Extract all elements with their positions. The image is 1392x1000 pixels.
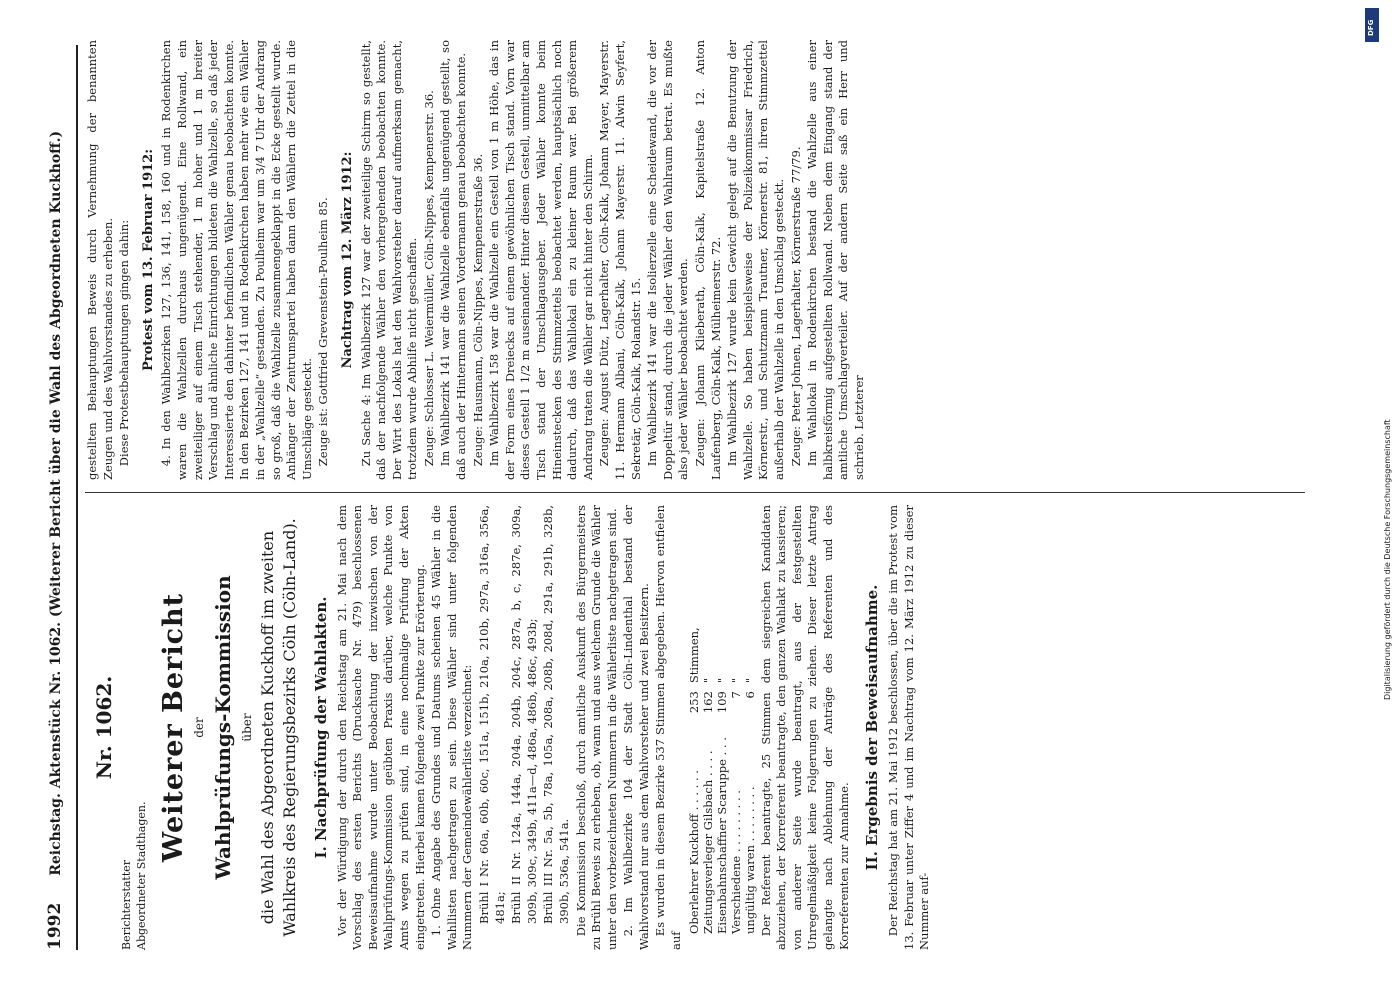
witness-line: Zeuge: Hausmann, Cöln-Nippes, Kempenerstraße 36. xyxy=(470,153,485,467)
column-divider xyxy=(85,492,1305,493)
paragraph: Im Wahlbezirk 158 war die Wahlzelle ein Gestell von 1 m Höhe, das in der Form eines Dreiecks auf einem gewöhnlichen Tisch stand. Vorn war dieses Gestell 1 1/2 m auseinander. Hinter diesem Gestell, unmittelbar am Tisch stand der Umschlagausgeber. Jeder Wähler konnte beim Hineinstecken des Stimmzettels beobachtet werden, hauptsächlich noch dadurch, daß das Wahllokal ein zu kleiner Raum war. Bei größerem Andrang traten die Wähler gar nicht hinter den Schirm. xyxy=(487,40,595,480)
list-item: Brühl II Nr. 124a, 144a, 204a, 204b, 204c, 287a, b, c, 287e, 309a, 309b, 309c, 349b, 411a—d, 486a, 486b, 486c, 493b; xyxy=(509,505,539,924)
paragraph: Der Reichstag hat am 21. Mai 1912 beschlossen, über die im Protest vom 13. Februar unter Ziffer 4 und im Nachtrag vom 12. März 1912 zu dieser Nummer auf- xyxy=(886,505,932,950)
witness-line: Zeuge: Schlosser L. Weiermüller, Cöln-Nippes, Kempenerstr. 36. xyxy=(421,90,436,467)
section-heading-2: II. Ergebnis der Beweisaufnahme. xyxy=(863,584,882,871)
protest-heading: Protest vom 13. Februar 1912: xyxy=(140,148,156,372)
witness-line: Zeugen: Johann Klieberath, Cöln-Kalk, Kapitelstraße 12. Anton Laufenberg, Cöln-Kalk, Mülheimerstr. 72. xyxy=(692,40,723,480)
report-title: Weiterer Bericht xyxy=(157,592,189,863)
vote-count: 253 xyxy=(686,691,701,714)
vote-count: 109 xyxy=(714,691,729,714)
paragraph: Im Wahlbezirk 141 war die Isolierzelle eine Scheidewand, die vor der Doppeltür stand, durch die jeder Wähler den Wahlraum betrat. Es mußte also jeder Wähler beobachtet werden. xyxy=(645,40,691,480)
vote-count: 7 xyxy=(728,691,743,699)
reporter-label: Berichterstatter xyxy=(119,859,133,950)
header-title: Reichstag. Aktenstück Nr. 1062. (Weiterer Bericht über die Wahl des Abgeordneten Kuckhoff.) xyxy=(48,130,64,876)
right-column xyxy=(85,40,1300,480)
paragraph: Im Wahlbezirk 127 wurde kein Gewicht gelegt auf die Benutzung der Wahlzelle. So haben beispielsweise der Polizeikommissar Friedrich, Körnerstr., und Schutzmann Trautner, Körnerstr. 81, ihren Stimmzettel außerhalb der Wahlzelle in den Umschlag gesteckt. xyxy=(725,40,786,480)
section-heading-1: I. Nachprüfung der Wahlakten. xyxy=(311,596,330,859)
vote-count: 162 xyxy=(700,691,715,714)
paragraph: Im Wahlbezirk 141 war die Wahlzelle ebenfalls ungenügend gestellt, so daß auch der Hintermann seinen Vordermann genau beobachten konnte. xyxy=(438,40,469,480)
paragraph: Die Kommission beschloß, durch amtliche Auskunft des Bürgermeisters zu Brühl Beweis zu erheben, ob, wann und aus welchem Grunde die Wähler unter den vorbezeichneten Nummern in die Wählerliste nachgetragen sind. xyxy=(573,505,619,950)
page-number: 1992 xyxy=(45,902,65,950)
table-row xyxy=(687,623,701,938)
vote-unit: " xyxy=(714,677,729,684)
vote-unit: Stimmen, xyxy=(686,627,701,684)
witness-line: Zeugen: August Dütz, Lagerhalter, Cöln-Kalk, Johann Mayer, Mayerstr. 11. Hermann Albani, Cöln-Kalk, Johann Mayerstr. 11. Alwin Seyfert, Sekretär, Cöln-Kalk, Rolandstr. 15. xyxy=(597,40,643,480)
document-number: Nr. 1062. xyxy=(92,675,116,780)
list-item: Brühl I Nr. 60a, 60b, 60c, 151a, 151b, 210a, 210b, 297a, 316a, 356a, 481a; xyxy=(476,505,507,924)
paragraph: 1. Ohne Angabe des Grundes und Datums scheinen 45 Wähler in die Wahllisten nachgetragen zu sein. Diese Wähler sind unter folgenden Nummern der Gemeindewählerliste verzeichnet: xyxy=(429,505,475,950)
paragraph: 2. Im Wahlbezirke 104 der Stadt Cöln-Lindenthal bestand der Wahlvorstand nur aus dem Wahlvorsteher und zwei Beisitzern. xyxy=(621,505,651,950)
vote-unit: " xyxy=(728,677,743,684)
paragraph: Vor der Würdigung der durch den Reichstag am 21. Mai nach dem Vorschlag des ersten Berichts (Drucksache Nr. 479) beschlossenen Beweisaufnahme wurde unter Beobachtung der inzwischen von der Wahlprüfungs-Kommission geübten Praxis darüber, welche Punkte von Amts wegen zu prüfen sind, in eine nochmalige Prüfung der Akten eingetreten. Hierbei kamen folgende zwei Punkte zur Erörterung. xyxy=(334,505,427,950)
candidate-name: ungültig waren . . . . . . . . xyxy=(742,786,757,934)
page-header xyxy=(45,50,73,950)
vote-count: 6 xyxy=(742,691,757,699)
vote-unit: " xyxy=(742,677,757,684)
candidate-name: Verschiedene . . . . . . . . . xyxy=(728,790,743,934)
reporter-name: Abgeordneter Stadthagen. xyxy=(134,801,148,950)
vote-table xyxy=(687,623,757,938)
candidate-name: Zeitungsverleger Gilsbach . . . . xyxy=(700,750,715,934)
table-row xyxy=(743,623,757,938)
dfg-logo xyxy=(1365,8,1379,42)
dfg-logo-text: DFG xyxy=(1367,19,1375,36)
paragraph: Es wurden in diesem Bezirke 537 Stimmen abgegeben. Hiervon entfielen auf xyxy=(653,505,684,950)
witness-line: Zeuge ist: Gottfried Grevenstein-Poulheim 85. xyxy=(316,197,331,467)
list-item: Brühl III Nr. 5a, 5b, 78a, 105a, 208a, 208b, 208d, 291a, 291b, 328b, 390b, 536a, 541a. xyxy=(541,505,571,924)
table-row xyxy=(729,623,743,938)
candidate-name: Oberlehrer Kuckhoff . . . . . . xyxy=(686,770,701,934)
report-title-der: der xyxy=(191,717,206,738)
supplement-heading: Nachtrag vom 12. März 1912: xyxy=(339,151,355,369)
header-rule xyxy=(76,45,78,950)
left-column xyxy=(85,505,1300,950)
candidate-name: Eisenbahnschaffner Scaruppe . . . xyxy=(714,737,729,934)
paragraph: Der Referent beantragte, 25 Stimmen dem siegreichen Kandidaten abzuziehen, der Korreferent beantragte, den ganzen Wahlakt zu kassieren; von anderer Seite wurde beantragt, aus der festgestellten Unregelmäßigkeit keine Folgerungen zu ziehen. Dieser letzte Antrag gelangte nach Ablehnung der Anträge des Referenten und des Korreferenten zur Annahme. xyxy=(758,505,851,950)
paragraph: Diese Protestbehauptungen gingen dahin: xyxy=(117,219,132,467)
table-row xyxy=(701,623,715,938)
witness-line: Zeuge: Peter Johnen, Lagerhalter, Körnerstraße 77/79. xyxy=(788,146,803,467)
paragraph: Im Wahllokal in Rodenkirchen bestand die Wahlzelle aus einer halbkreisförmig aufgestellten Rollwand. Neben dem Eingang stand der amtliche Umschlagverteiler. Auf der andern Seite saß ein Herr und schrieb. Letzterer xyxy=(805,40,866,480)
digitization-credit: Digitalisierung gefördert durch die Deutsche Forschungsgemeinschaft xyxy=(1383,419,1392,700)
vote-unit: " xyxy=(700,677,715,684)
election-subject: die Wahl des Abgeordneten Kuckhoff im zweiten Wahlkreis des Regierungsbezirks Cöln (Cöln-Land). xyxy=(257,518,299,937)
commission-title: Wahlprüfungs-Kommission xyxy=(210,575,235,880)
report-title-ueber: über xyxy=(239,713,254,742)
paragraph: gestellten Behauptungen Beweis durch Vernehmung der benannten Zeugen und des Wahlvorstandes zu erheben. xyxy=(85,40,115,480)
paragraph: 4. In den Wahlbezirken 127, 136, 141, 158, 160 und in Rodenkirchen waren die Wahlzellen durchaus ungenügend. Eine Rollwand, ein zweiteiliger auf einem Tisch stehender, 1 m hoher und 1 m breiter Verschlag und ähnliche Einrichtungen bildeten die Wahlzelle, so daß jeder Interessierte den dahinter befindlichen Wähler genau beobachten konnte. In den Bezirken 127, 141 und in Rodenkirchen haben mehr wie ein Wähler in der „Wahlzelle“ gestanden. Zu Poulheim war um 3/4 7 Uhr der Andrang so groß, daß die Wahlzelle zusammengeklappt in die Ecke gestellt wurde. Anhänger der Zentrumspartei haben dann den Wählern die Zettel in die Umschläge gesteckt. xyxy=(159,40,314,480)
table-row xyxy=(715,623,729,938)
paragraph: Zu Sache 4: Im Wahlbezirk 127 war der zweiteilige Schirm so gestellt, daß der nachfolgende Wähler den vorhergehenden beobachten konnte. Der Wirt des Lokals hat den Wahlvorsteher darauf aufmerksam gemacht, trotzdem wurde Abhilfe nicht geschaffen. xyxy=(358,40,420,480)
